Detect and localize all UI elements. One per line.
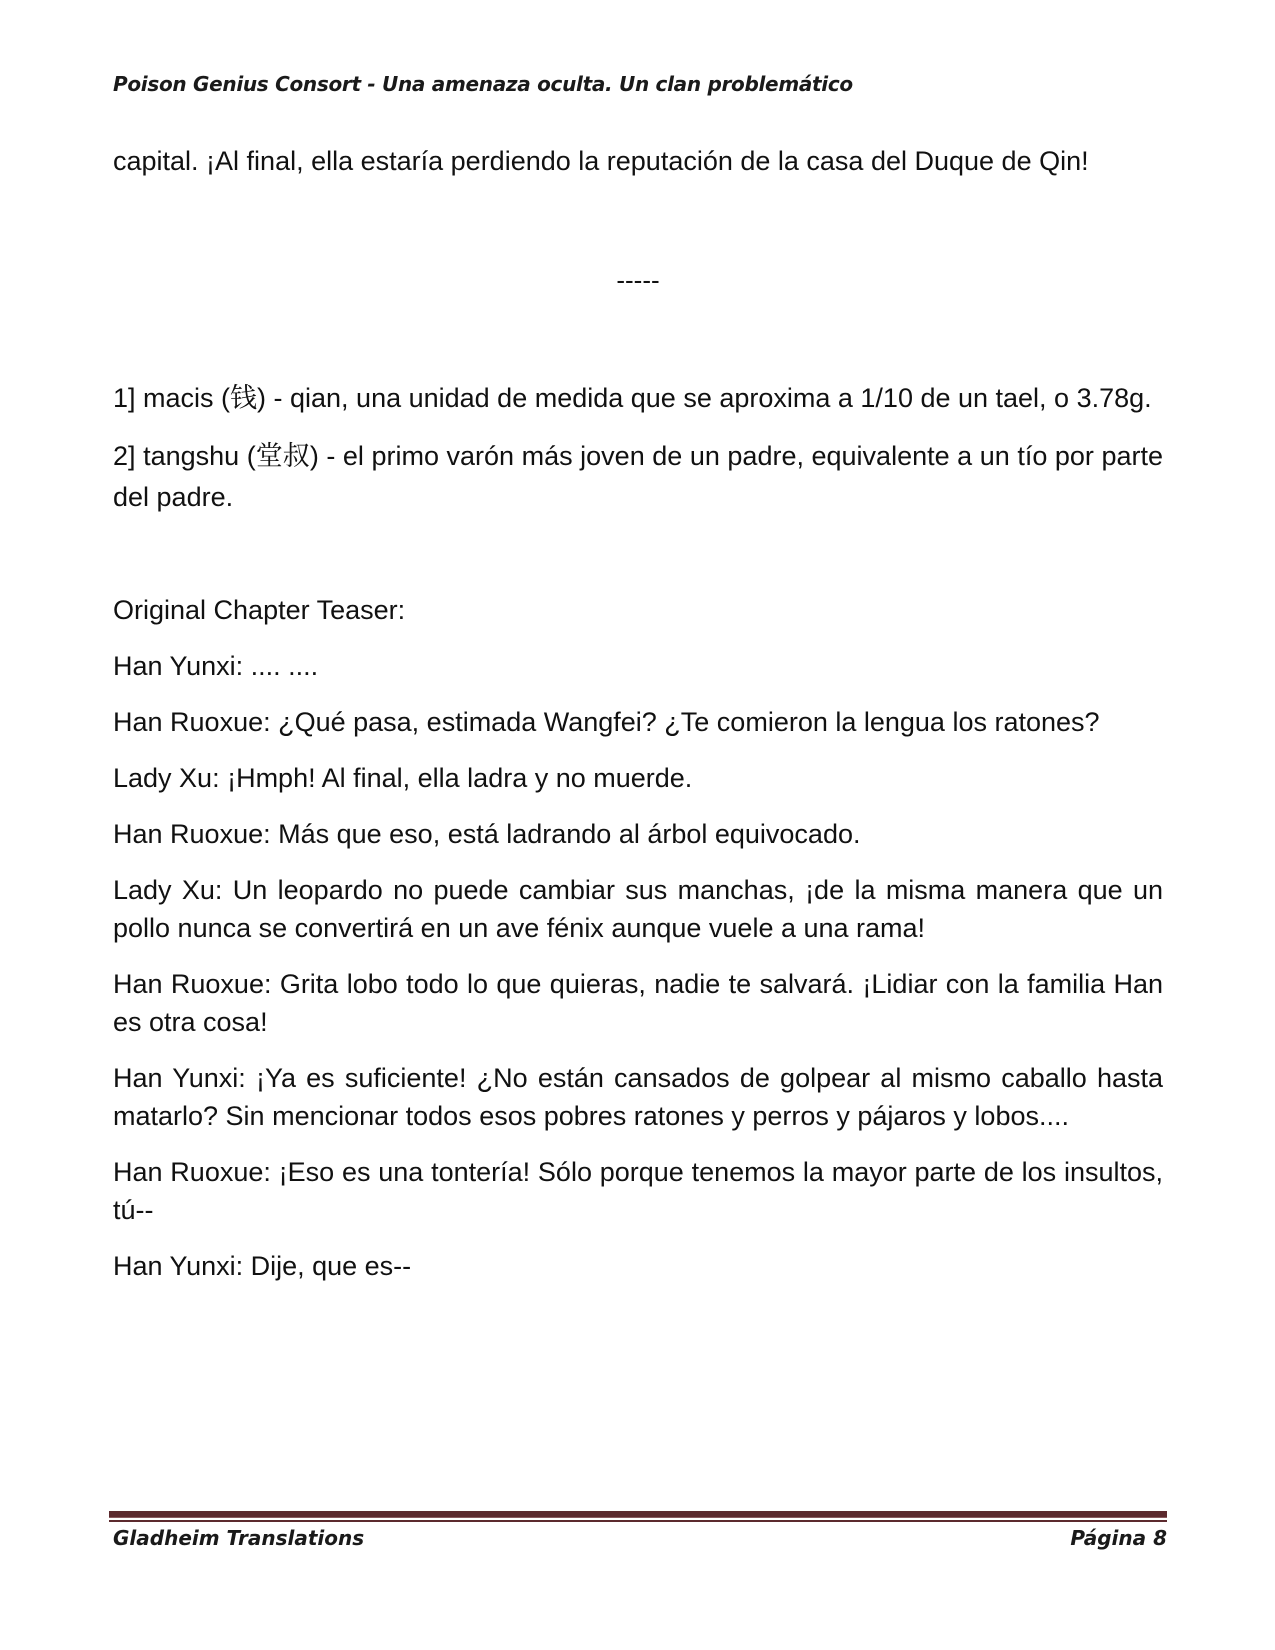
running-header-title: Poison Genius Consort - Una amenaza oculta. Un clan problemático [113, 72, 853, 96]
dialogue-line-8: Han Ruoxue: ¡Eso es una tontería! Sólo porque tenemos la mayor parte de los insultos, tú-- [113, 1157, 1163, 1225]
dialogue-line-7: Han Yunxi: ¡Ya es suficiente! ¿No están cansados de golpear al mismo caballo hasta matarlo? Sin mencionar todos esos pobres ratones y perros y pájaros y lobos.... [113, 1063, 1163, 1131]
footer-publisher: Gladheim Translations [113, 1526, 365, 1550]
footnote-2: 2] tangshu (堂叔) - el primo varón más joven de un padre, equivalente a un tío por parte del padre. [113, 441, 1163, 512]
footer-rule-thin [109, 1520, 1167, 1522]
footer-rule [109, 1511, 1167, 1518]
dialogue-line-4: Han Ruoxue: Más que eso, está ladrando al árbol equivocado. [113, 819, 861, 849]
section-separator: ----- [616, 265, 660, 295]
footer-page-number: Página 8 [1070, 1526, 1167, 1550]
dialogue-line-9: Han Yunxi: Dije, que es-- [113, 1251, 412, 1281]
footnote-1: 1] macis (钱) - qian, una unidad de medida que se aproxima a 1/10 de un tael, o 3.78g. [113, 383, 1152, 413]
dialogue-line-1: Han Yunxi: .... .... [113, 651, 319, 681]
dialogue-line-6: Han Ruoxue: Grita lobo todo lo que quieras, nadie te salvará. ¡Lidiar con la familia Han es otra cosa! [113, 969, 1163, 1037]
dialogue-line-3: Lady Xu: ¡Hmph! Al final, ella ladra y no muerde. [113, 763, 693, 793]
dialogue-line-2: Han Ruoxue: ¿Qué pasa, estimada Wangfei? ¿Te comieron la lengua los ratones? [113, 707, 1100, 737]
teaser-heading: Original Chapter Teaser: [113, 595, 406, 625]
dialogue-line-5: Lady Xu: Un leopardo no puede cambiar sus manchas, ¡de la misma manera que un pollo nunca se convertirá en un ave fénix aunque vuele a una rama! [113, 875, 1163, 943]
page-content [113, 142, 1163, 1285]
intro-paragraph: capital. ¡Al final, ella estaría perdiendo la reputación de la casa del Duque de Qin! [113, 146, 1089, 176]
